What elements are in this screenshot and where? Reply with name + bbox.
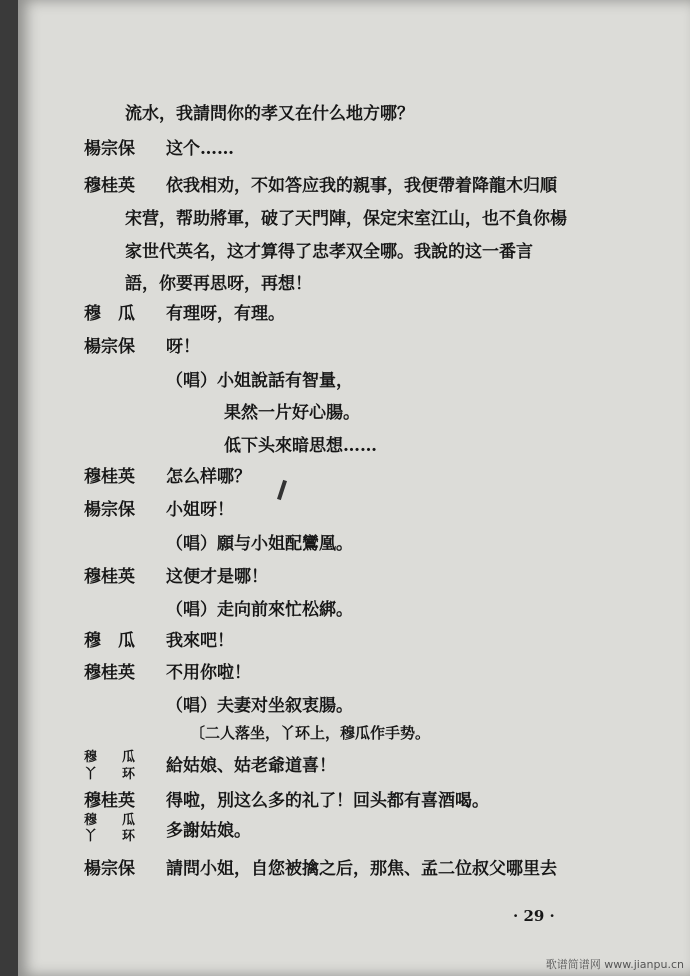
speaker-yang-zongbao: 楊宗保	[84, 500, 135, 520]
page-number: · 29 ·	[513, 907, 555, 925]
speaker-mu-gua: 穆 瓜	[84, 304, 135, 324]
stage-direction: 〔二人落坐，丫环上，穆瓜作手势。	[190, 724, 431, 742]
book-page	[18, 0, 690, 976]
sung-line: （唱）走向前來忙松綁。	[166, 600, 353, 620]
text-line-7: 有理呀，有理。	[166, 304, 285, 324]
text-line-6: 語，你要再思呀，再想！	[125, 274, 312, 294]
text-line-21: 給姑娘、姑老爺道喜！	[166, 756, 336, 776]
text-line-2: 这个……	[166, 139, 234, 159]
speaker-yahuan: 丫 环	[84, 829, 142, 844]
text-line-4: 宋营，帮助將軍，破了天門陣，保定宋室江山，也不負你楊	[125, 209, 567, 229]
speaker-mu-guiying: 穆桂英	[84, 467, 135, 487]
speaker-yahuan: 丫 环	[84, 767, 142, 782]
speaker-mu-gua: 穆 瓜	[84, 750, 142, 765]
ink-mark	[277, 480, 287, 500]
sung-line: （唱）小姐說話有智量，	[166, 371, 353, 391]
text-line-15: 这便才是哪！	[166, 567, 268, 587]
watermark: 歌谱简谱网 www.jianpu.cn	[545, 958, 684, 971]
speaker-mu-guiying: 穆桂英	[84, 176, 135, 196]
speaker-yang-zongbao: 楊宗保	[84, 859, 135, 879]
text-line-13: 小姐呀！	[166, 500, 234, 520]
text-line-1: 流水，我請問你的孝又在什么地方哪？	[125, 104, 414, 124]
text-line-26: 請問小姐，自您被擒之后，那焦、孟二位叔父哪里去	[166, 859, 557, 879]
sung-line: 低下头來暗思想……	[224, 436, 377, 456]
text-line-12: 怎么样哪？	[166, 467, 251, 487]
speaker-mu-guiying: 穆桂英	[84, 791, 135, 811]
speaker-mu-guiying: 穆桂英	[84, 663, 135, 683]
sung-line: （唱）願与小姐配鸞凰。	[166, 534, 353, 554]
speaker-yang-zongbao: 楊宗保	[84, 337, 135, 357]
sung-line: 果然一片好心腸。	[224, 403, 360, 423]
text-line-8: 呀！	[166, 337, 200, 357]
speaker-mu-guiying: 穆桂英	[84, 567, 135, 587]
speaker-mu-gua: 穆 瓜	[84, 813, 142, 828]
text-line-5: 家世代英名，这才算得了忠孝双全哪。我說的这一番言	[125, 242, 533, 262]
sung-line: （唱）夫妻对坐叙衷腸。	[166, 696, 353, 716]
text-line-3: 依我相劝，不如答应我的親事，我便帶着降龍木归順	[166, 176, 557, 196]
text-line-24: 多謝姑娘。	[166, 821, 251, 841]
text-line-23: 得啦，別这么多的礼了！回头都有喜酒喝。	[166, 791, 489, 811]
text-line-17: 我來吧！	[166, 631, 234, 651]
speaker-mu-gua: 穆 瓜	[84, 631, 135, 651]
speaker-yang-zongbao: 楊宗保	[84, 139, 135, 159]
text-line-18: 不用你啦！	[166, 663, 251, 683]
